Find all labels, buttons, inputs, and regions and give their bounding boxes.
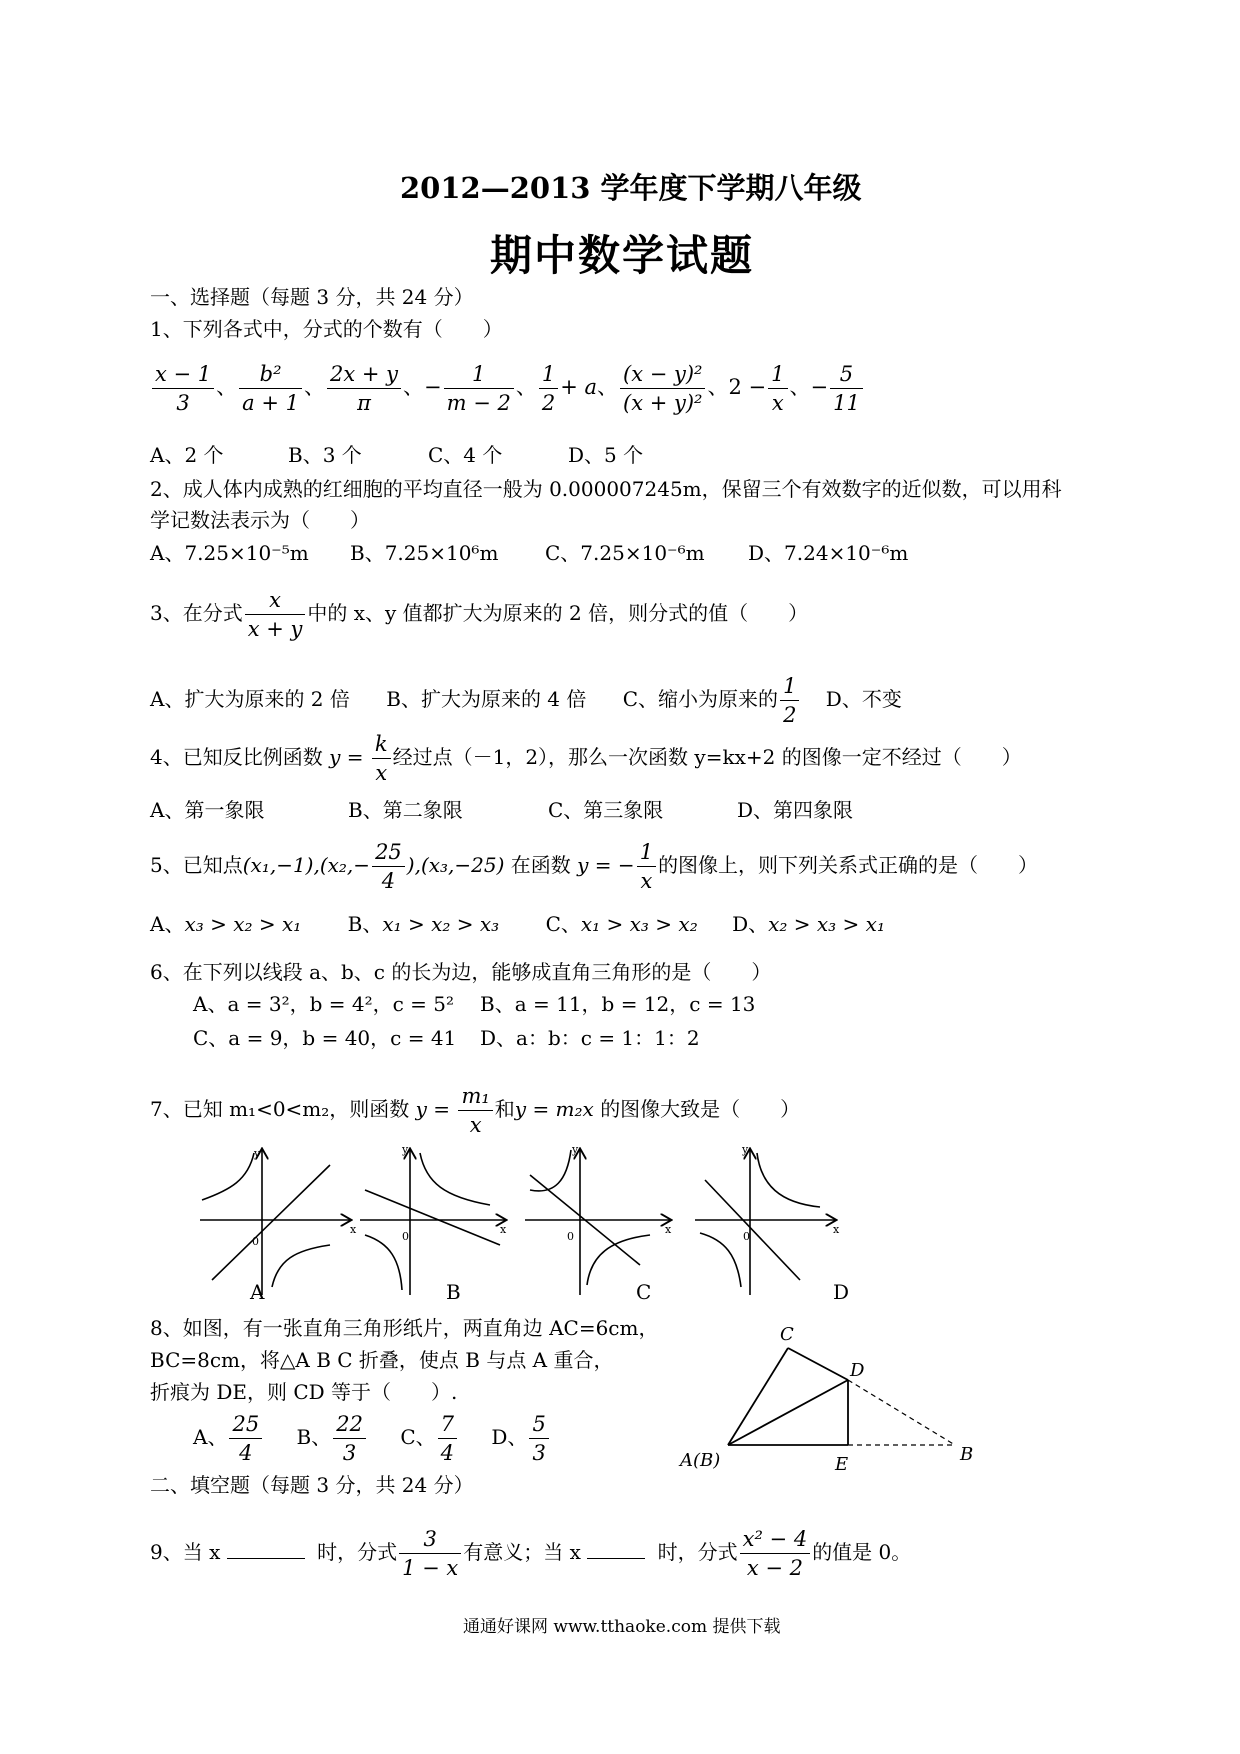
section-heading-fill: 二、填空题（每题 3 分，共 24 分） [150,1473,474,1497]
q8-stem-line2: BC=8cm，将△A B C 折叠，使点 B 与点 A 重合， [150,1348,614,1372]
q8-option-a: A、 [193,1425,228,1449]
q9-part5: 的值是 0。 [812,1540,912,1564]
q2-option-c: C、7.25×10⁻⁶m [545,541,705,565]
q5-options: A、x₃ > x₂ > x₁ B、x₁ > x₂ > x₃ C、x₁ > x₃ > x₂ D、x₂ > x₃ > x₁ [150,912,885,936]
q7-stem: 7、已知 m₁<0<m₂，则函数 y = $\frac{\text{m₁}}{x}$ 和y = m₂x 的图像大致是（ ） [150,1084,801,1137]
q7-label-a: A [250,1280,265,1304]
q4-fraction: $\frac{k}{x}$ [372,730,391,787]
q6-option-b: B、a = 11，b = 12，c = 13 [480,992,756,1016]
q5-option-a: A、 [150,912,185,936]
q9-blank-2[interactable] [587,1540,645,1559]
q8-stem-line3: 折痕为 DE，则 CD 等于（ ）. [150,1380,458,1404]
graph-b [360,1145,507,1295]
q2-option-d: D、7.24×10⁻⁶m [748,541,909,565]
q1-option-c: C、4 个 [428,443,503,467]
q6-option-a: A、a = 3²，b = 4²，c = 5² [193,992,455,1016]
q9-part1: 9、当 x [150,1540,221,1564]
q3-stem-pre: 3、在分式 [150,601,243,625]
q4-option-d: D、第四象限 [737,798,854,822]
q5-stem-post: 的图像上，则下列关系式正确的是（ ） [658,853,1039,877]
q8-option-c: C、 [400,1425,436,1449]
q5-option-c: C、 [545,912,581,936]
q9-part3: 有意义；当 x [463,1540,581,1564]
q8-option-b: B、 [296,1425,332,1449]
q2-option-b: B、7.25×10⁶m [350,541,499,565]
q6-stem: 6、在下列以线段 a、b、c 的长为边，能够成直角三角形的是（ ） [150,960,772,984]
q7-label-b: B [446,1280,461,1304]
svg-text:y: y [402,1145,409,1156]
q4-stem: 4、已知反比例函数 y = $\frac{k}{x}$ 经过点（－1，2），那么一次函数 y=kx+2 的图像一定不经过（ ） [150,732,1022,785]
q3-stem-post: 中的 x、y 值都扩大为原来的 2 倍，则分式的值（ ） [307,601,809,625]
svg-text:x: x [665,1223,672,1236]
q4-stem-pre: 4、已知反比例函数 [150,745,323,769]
q4-stem-post: 经过点（－1，2），那么一次函数 y=kx+2 的图像一定不经过（ ） [392,745,1022,769]
q4-option-c: C、第三象限 [548,798,664,822]
q1-expressions: $\frac{x - 1}{3}$ 、 $\frac{\text{b²}}{a + 1}$ 、 $\frac{2x + y}{\pi}$ 、− $\frac{1}{m - 2}$ 、 $\frac{1}{2}$ + a、 $\frac{\text{(x − y)²}}{\text{(x + y)²}}$ 、2 − $\frac{1}{x}$ 、− $\frac{5}{11}$ [150,360,865,417]
q1-stem: 1、下列各式中，分式的个数有（ ） [150,317,503,341]
svg-text:x: x [500,1223,507,1236]
q3-options: A、扩大为原来的 2 倍 B、扩大为原来的 4 倍 C、缩小为原来的 $\frac{1}{2}$ D、不变 [150,674,902,727]
fig-label-ab: A(B) [680,1450,721,1471]
svg-text:0: 0 [743,1230,750,1243]
q9-part4: 时，分式 [657,1540,738,1564]
svg-text:y: y [572,1145,579,1156]
graph-c [525,1145,672,1295]
q7-stem-mid: 和 [494,1097,515,1121]
graph-a [200,1147,357,1295]
q8-option-d: D、 [491,1425,528,1449]
fig-label-c: C [780,1324,794,1345]
q4-option-b: B、第二象限 [348,798,463,822]
q9-part2: 时，分式 [317,1540,398,1564]
q1-option-a: A、2 个 [150,443,224,467]
page-footer: 通通好课网 www.tthaoke.com 提供下载 [463,1617,781,1637]
svg-text:x: x [350,1223,357,1236]
q4-option-a: A、第一象限 [150,798,265,822]
q2-stem-line2: 学记数法表示为（ ） [150,508,370,532]
q3-option-b: B、扩大为原来的 4 倍 [386,687,587,711]
svg-text:0: 0 [402,1230,409,1243]
q7-label-d: D [833,1280,850,1304]
q7-stem-post: 的图像大致是（ ） [600,1097,801,1121]
q3-option-a: A、扩大为原来的 2 倍 [150,687,350,711]
q7-stem-pre: 7、已知 m₁<0<m₂，则函数 [150,1097,410,1121]
q5-stem: 5、已知点(x₁,−1),(x₂,− $\frac{25}{4}$ ),(x₃,−25) 在函数 y = − $\frac{1}{x}$ 的图像上，则下列关系式正确的是（ ） [150,840,1039,893]
q9-stem: 9、当 x 时，分式 $\frac{3}{1 - x}$ 有意义；当 x 时，分式 $\frac{\text{x² − 4}}{x - 2}$ 的值是 0。 [150,1527,912,1580]
svg-text:0: 0 [567,1230,574,1243]
graph-d [695,1145,840,1295]
q1-option-b: B、3 个 [288,443,362,467]
q3-option-d: D、不变 [825,687,902,711]
exam-title: 2012—2013 学年度下学期八年级 [400,171,862,205]
q5-option-b: B、 [347,912,383,936]
q5-option-d: D、 [732,912,769,936]
q1-option-d: D、5 个 [568,443,644,467]
q3-stem [150,586,808,643]
q5-stem-mid: 在函数 [510,853,571,877]
fig-label-d: D [850,1360,865,1381]
q8-options: A、 $\frac{25}{4}$ B、 $\frac{22}{3}$ C、 $\frac{7}{4}$ D、 $\frac{5}{3}$ [193,1410,551,1467]
q2-option-a: A、7.25×10⁻⁵m [150,541,309,565]
q3-option-c: C、缩小为原来的 [622,687,779,711]
svg-text:y: y [742,1145,749,1156]
q6-option-c: C、a = 9，b = 40，c = 41 [193,1026,457,1050]
section-heading-choice: 一、选择题（每题 3 分，共 24 分） [150,285,474,309]
q3-fraction: $\frac{x}{x + y}$ [245,586,306,643]
fig-label-b: B [960,1444,974,1465]
q9-blank-1[interactable] [227,1540,305,1559]
q5-stem-pre: 5、已知点 [150,853,243,877]
svg-text:x: x [833,1223,840,1236]
q8-stem-line1: 8、如图，有一张直角三角形纸片，两直角边 AC=6cm， [150,1316,659,1340]
exam-subtitle: 期中数学试题 [490,231,755,280]
svg-text:y: y [254,1147,261,1160]
q6-option-d: D、a：b：c = 1：1：2 [480,1026,700,1050]
q8-triangle-figure [670,1318,990,1478]
svg-text:0: 0 [252,1235,259,1248]
q2-stem-line1: 2、成人体内成熟的红细胞的平均直径一般为 0.000007245m，保留三个有效数字的近似数，可以用科 [150,477,1062,501]
q7-graphs [190,1145,940,1305]
fig-label-e: E [835,1454,849,1475]
q7-label-c: C [636,1280,652,1304]
